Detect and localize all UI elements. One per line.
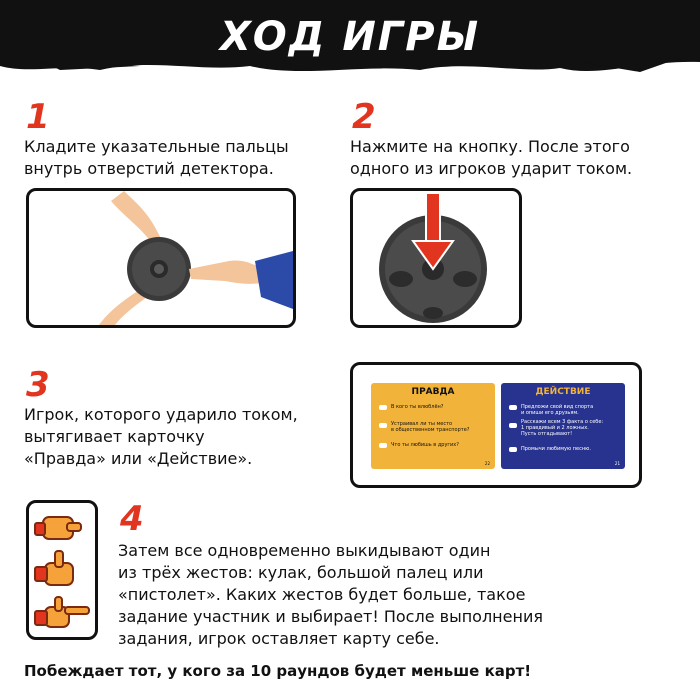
step-3-text: Игрок, которого ударило током, вытягивает карточку «Правда» или «Действие». [24, 405, 298, 468]
step-4-text: Затем все одновременно выкидывают один из трёх жестов: кулак, большой палец или «пистолет». Каких жестов будет больше, такое задание участник и выбирает! После выполнения задания, игрок оставляет карту себе. [118, 541, 543, 648]
detector-hands-image [29, 191, 293, 325]
truth-card-line-3: Что ты любишь в других? [391, 442, 459, 448]
gestures-panel [26, 500, 98, 640]
step-3-illustration [350, 362, 642, 488]
step-1-text: Кладите указательные пальцы внутрь отверстий детектора. [24, 137, 289, 178]
step-2-text: Нажмите на кнопку. После этого одного из игроков ударит током. [350, 137, 633, 178]
step-2-illustration [350, 188, 522, 328]
dare-card-line-3: Промычи любимую песню. [521, 446, 591, 452]
thumb-icon [35, 551, 73, 585]
gestures-image [29, 503, 95, 637]
footer-rule: Побеждает тот, у кого за 10 раундов будет меньше карт! [24, 662, 532, 680]
truth-card [371, 383, 495, 469]
step-3-number: 3 [26, 365, 50, 405]
step-2-number: 2 [352, 97, 376, 137]
dare-card [501, 383, 625, 469]
step-4-number: 4 [120, 499, 144, 539]
dare-card-title: ДЕЙСТВИЕ [535, 387, 591, 397]
dare-card-page: 21 [614, 461, 620, 466]
hand-icon [379, 443, 387, 448]
header-banner [0, 0, 700, 90]
truth-card-title: ПРАВДА [411, 387, 455, 397]
page-title: ХОД ИГРЫ [219, 14, 481, 60]
step-1-number: 1 [26, 97, 50, 137]
dare-card-line-1: Предложи свой вид спорта и опиши его друзьям. [521, 404, 594, 416]
hand-icon [509, 405, 517, 410]
truth-card-line-2: Устраивал ли ты место в общественном транспорте? [391, 421, 470, 433]
fist-icon [35, 517, 81, 539]
hand-icon [509, 447, 517, 452]
hand-icon [379, 423, 387, 428]
step-1-illustration [26, 188, 296, 328]
pistol-icon [35, 597, 89, 627]
hand-icon [509, 423, 517, 428]
detector-button-image [353, 191, 519, 325]
dare-card-line-2: Расскажи всем 3 факта о себе: 1 правдивый и 2 ложных. Пусть отгадывают! [521, 419, 604, 437]
truth-card-page: 22 [484, 461, 490, 466]
hand-icon [379, 405, 387, 410]
truth-card-line-1: В кого ты влюблён? [391, 404, 444, 410]
